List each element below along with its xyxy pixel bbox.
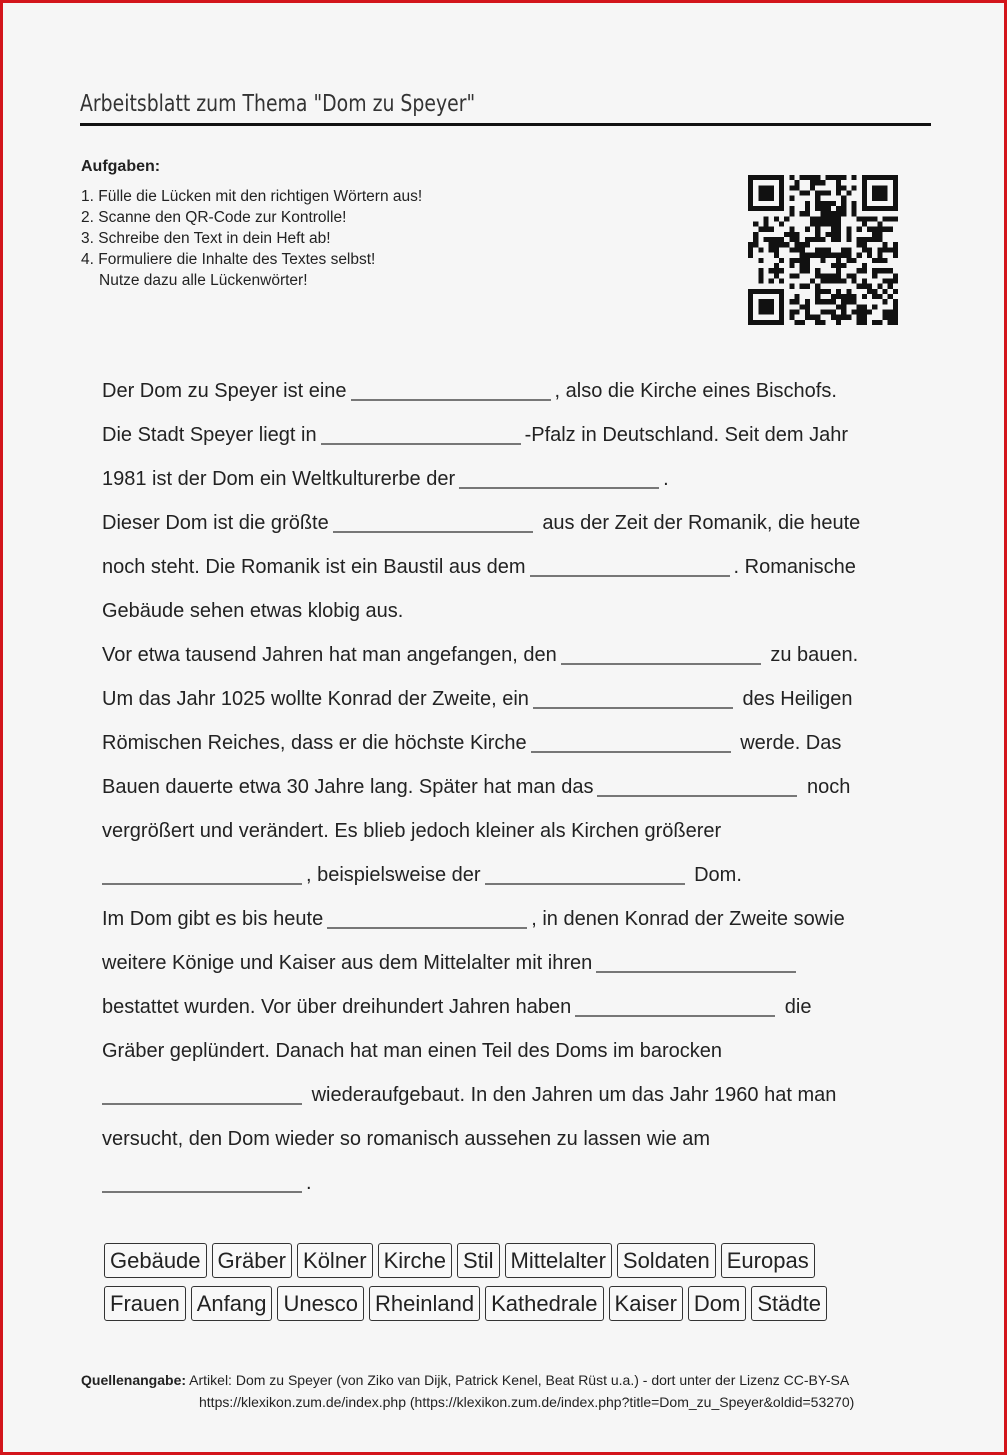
- task-item: 2. Scanne den QR-Code zur Kontrolle!: [81, 209, 347, 226]
- text-segment: aus der Zeit der Romanik, die heute: [542, 512, 861, 534]
- text-segment: Vor etwa tausend Jahren hat man angefangen, den: [102, 644, 557, 666]
- text-segment: Um das Jahr 1025 wollte Konrad der Zweite, ein: [102, 688, 529, 710]
- word-chip[interactable]: Dom: [688, 1286, 746, 1321]
- text-segment: Römischen Reiches, dass er die höchste Kirche: [102, 732, 527, 754]
- text-segment: die: [784, 996, 812, 1018]
- blank-16[interactable]: [102, 1171, 302, 1193]
- word-chip[interactable]: Kölner: [297, 1243, 373, 1278]
- word-chip[interactable]: Kathedrale: [485, 1286, 603, 1321]
- text-segment: Der Dom zu Speyer ist eine: [102, 380, 347, 402]
- text-segment: werde. Das: [740, 732, 842, 754]
- task-list: [81, 186, 422, 291]
- word-chip[interactable]: Kirche: [378, 1243, 452, 1278]
- blank-12[interactable]: [327, 907, 527, 929]
- text-segment: vergrößert und verändert. Es blieb jedoch kleiner als Kirchen größerer: [102, 820, 722, 842]
- blank-6[interactable]: [561, 643, 761, 665]
- blank-9[interactable]: [597, 775, 797, 797]
- source-url[interactable]: https://klexikon.zum.de/index.php (https://klexikon.zum.de/index.php?title=Dom_zu_Speyer&oldid=53270): [199, 1394, 855, 1410]
- text-segment: Dieser Dom ist die größte: [102, 512, 329, 534]
- text-segment: bestattet wurden. Vor über dreihundert Jahren haben: [102, 996, 572, 1018]
- word-bank-row: [104, 1286, 827, 1321]
- blank-2[interactable]: [321, 423, 521, 445]
- text-segment: Die Stadt Speyer liegt in: [102, 424, 317, 446]
- word-chip[interactable]: Gräber: [212, 1243, 292, 1278]
- word-chip[interactable]: Mittelalter: [505, 1243, 612, 1278]
- text-segment: , beispielsweise der: [306, 864, 481, 886]
- cloze-text: [102, 369, 922, 1205]
- title-underline: [80, 123, 931, 126]
- text-segment: Im Dom gibt es bis heute: [102, 908, 324, 930]
- word-chip[interactable]: Rheinland: [369, 1286, 480, 1321]
- text-segment: Gräber geplündert. Danach hat man einen Teil des Doms im barocken: [102, 1040, 722, 1062]
- word-chip[interactable]: Unesco: [277, 1286, 364, 1321]
- text-segment: noch steht. Die Romanik ist ein Baustil aus dem: [102, 556, 526, 578]
- text-segment: noch: [807, 776, 851, 798]
- word-bank-row: [104, 1243, 827, 1278]
- text-segment: wiederaufgebaut. In den Jahren um das Jahr 1960 hat man: [311, 1084, 837, 1106]
- text-segment: . Romanische: [733, 556, 856, 578]
- blank-7[interactable]: [533, 687, 733, 709]
- source-article: Artikel: Dom zu Speyer (von Ziko van Dijk, Patrick Kenel, Beat Rüst u.a.) - dort unter der Lizenz CC-BY-SA: [189, 1372, 850, 1388]
- text-segment: zu bauen.: [770, 644, 859, 666]
- word-chip[interactable]: Anfang: [191, 1286, 273, 1321]
- blank-1[interactable]: [351, 379, 551, 401]
- word-chip[interactable]: Frauen: [104, 1286, 186, 1321]
- blank-13[interactable]: [596, 951, 796, 973]
- blank-14[interactable]: [575, 995, 775, 1017]
- text-segment: , in denen Konrad der Zweite sowie: [531, 908, 845, 930]
- text-segment: Bauen dauerte etwa 30 Jahre lang. Später hat man das: [102, 776, 594, 798]
- blank-10[interactable]: [102, 863, 302, 885]
- source-citation: [81, 1369, 854, 1413]
- word-chip[interactable]: Gebäude: [104, 1243, 207, 1278]
- word-chip[interactable]: Kaiser: [609, 1286, 683, 1321]
- source-label: Quellenangabe:: [81, 1372, 187, 1388]
- task-item: 3. Schreibe den Text in dein Heft ab!: [81, 230, 331, 247]
- word-chip[interactable]: Stil: [457, 1243, 500, 1278]
- text-segment: 1981 ist der Dom ein Weltkulturerbe der: [102, 468, 456, 490]
- word-bank: [104, 1243, 827, 1329]
- blank-11[interactable]: [485, 863, 685, 885]
- text-segment: Dom.: [694, 864, 742, 886]
- blank-4[interactable]: [333, 511, 533, 533]
- word-chip[interactable]: Städte: [751, 1286, 827, 1321]
- text-segment: des Heiligen: [742, 688, 853, 710]
- task-item: Nutze dazu alle Lückenwörter!: [99, 272, 308, 289]
- blank-3[interactable]: [459, 467, 659, 489]
- text-segment: .: [306, 1172, 312, 1194]
- text-segment: versucht, den Dom wieder so romanisch aussehen zu lassen wie am: [102, 1128, 711, 1150]
- tasks-heading: Aufgaben:: [81, 158, 161, 175]
- page-title: Arbeitsblatt zum Thema "Dom zu Speyer": [80, 91, 476, 117]
- text-segment: .: [663, 468, 669, 490]
- blank-5[interactable]: [530, 555, 730, 577]
- word-chip[interactable]: Europas: [721, 1243, 815, 1278]
- text-segment: , also die Kirche eines Bischofs.: [554, 380, 837, 402]
- text-segment: -Pfalz in Deutschland. Seit dem Jahr: [524, 424, 849, 446]
- task-item: 1. Fülle die Lücken mit den richtigen Wörtern aus!: [81, 188, 423, 205]
- word-chip[interactable]: Soldaten: [617, 1243, 716, 1278]
- text-segment: Gebäude sehen etwas klobig aus.: [102, 600, 404, 622]
- qr-code[interactable]: [748, 175, 898, 325]
- task-item: 4. Formuliere die Inhalte des Textes selbst!: [81, 251, 376, 268]
- blank-8[interactable]: [531, 731, 731, 753]
- blank-15[interactable]: [102, 1083, 302, 1105]
- text-segment: weitere Könige und Kaiser aus dem Mittelalter mit ihren: [102, 952, 593, 974]
